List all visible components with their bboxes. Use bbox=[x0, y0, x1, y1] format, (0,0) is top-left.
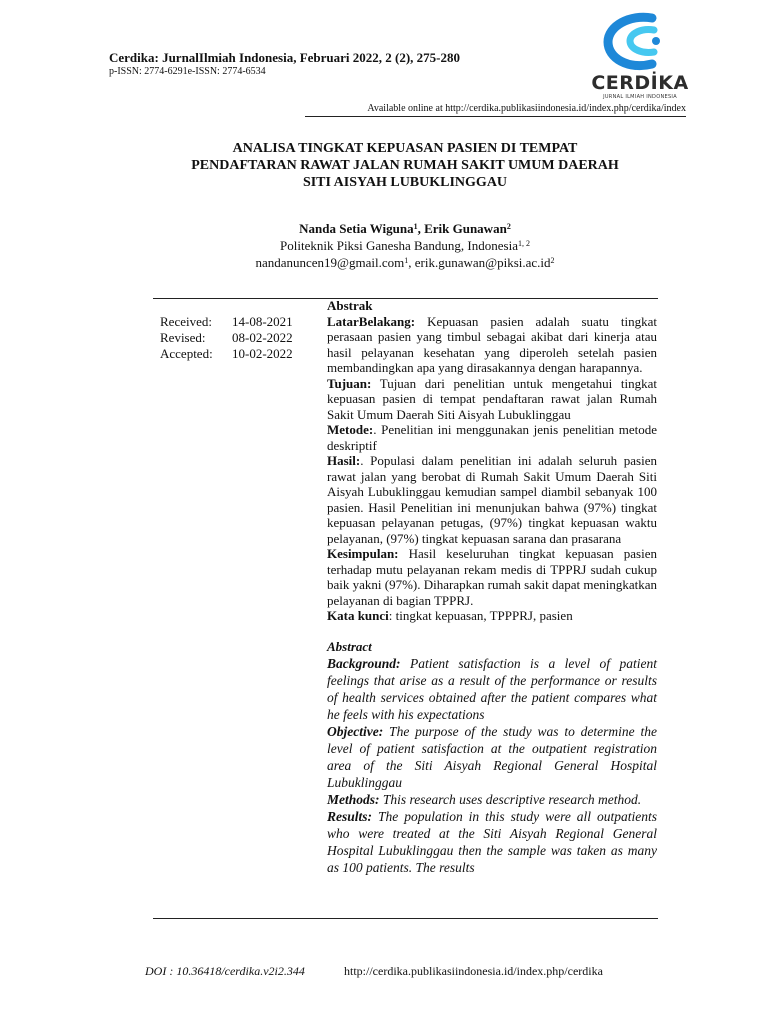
logo-wordmark: CERDİKA bbox=[591, 72, 689, 94]
available-online-link[interactable]: Available online at http://cerdika.publikasiindonesia.id/index.php/cerdika/index bbox=[367, 103, 686, 114]
latar-text: Kepuasan pasien adalah suatu tingkat perasaan pasien yang timbul sebagai akibat dari kinerja atau hasil pelayanan kesehatan yang diperoleh setelah pasien membandingkan apa yang dirasakannya dengan harapannya. bbox=[327, 313, 657, 375]
abstrak-kata-kunci bbox=[327, 608, 657, 624]
author-emails bbox=[100, 255, 710, 271]
header-divider bbox=[305, 116, 686, 117]
email-separator: , bbox=[408, 255, 415, 270]
paper-title bbox=[100, 140, 710, 191]
kata-kunci-label: Kata kunci bbox=[327, 608, 389, 623]
title-line-1: ANALISA TINGKAT KEPUASAN PASIEN DI TEMPAT bbox=[232, 141, 578, 156]
received-date: 14-08-2021 bbox=[232, 314, 293, 329]
accepted-date: 10-02-2022 bbox=[232, 346, 293, 361]
cerdika-logo-icon bbox=[590, 10, 690, 72]
latar-label: LatarBelakang: bbox=[327, 313, 416, 329]
logo-subtitle: JURNAL ILMIAH INDONESIA bbox=[603, 94, 677, 100]
abstrak-tujuan bbox=[327, 376, 657, 423]
email-2[interactable]: erik.gunawan@piksi.ac.id bbox=[414, 255, 551, 270]
kesimpulan-text: Hasil keseluruhan tingkat kepuasan pasien terhadap mutu pelayanan rekam medis di TPPRJ sudah cukup baik yakni (97%). Diharapkan rumah sakit dapat meningkatkan pelayanan di bagian TPPRJ. bbox=[327, 546, 657, 608]
results-label: Results: bbox=[327, 808, 373, 824]
author-list bbox=[100, 221, 710, 237]
kesimpulan-label: Kesimpulan: bbox=[327, 546, 399, 561]
abstract-background bbox=[327, 655, 657, 723]
affiliation-sup: 1, 2 bbox=[517, 239, 530, 248]
title-line-3: SITI AISYAH LUBUKLINGGAU bbox=[302, 175, 508, 190]
tujuan-text: Tujuan dari penelitian untuk mengetahui tingkat kepuasan pasien di tempat pendaftaran rawat jalan Rumah Sakit Umum Daerah Siti Aisyah Lubuklinggau bbox=[327, 375, 657, 422]
affiliation bbox=[100, 238, 710, 254]
objective-label: Objective: bbox=[327, 723, 384, 739]
background-text: Patient satisfaction is a level of patient feelings that arise as a result of the performance or results of health services obtained after the patient compares what he feels with his expectations bbox=[327, 655, 657, 722]
results-text: The population in this study were all outpatients who were treated at the Siti Aisyah Regional General Hospital Lubuklinggau then the sample was taken as many as 100 patients. The results bbox=[327, 808, 657, 875]
tujuan-label: Tujuan: bbox=[327, 375, 372, 391]
methods-label: Methods: bbox=[327, 791, 380, 807]
accepted-label: Accepted: bbox=[160, 346, 213, 361]
abstrak-kesimpulan bbox=[327, 546, 657, 608]
revised-label: Revised: bbox=[160, 330, 206, 345]
author-2: Erik Gunawan bbox=[424, 221, 507, 236]
journal-url-link[interactable]: http://cerdika.publikasiindonesia.id/index.php/cerdika bbox=[344, 964, 603, 978]
metode-label: Metode: bbox=[327, 422, 374, 437]
email-2-sup: 2 bbox=[550, 256, 555, 265]
kata-kunci-text: : tingkat kepuasan, TPPPRJ, pasien bbox=[388, 608, 573, 623]
received-label: Received: bbox=[160, 314, 212, 329]
email-1-sup: 1 bbox=[404, 256, 409, 265]
abstract-results bbox=[327, 808, 657, 876]
hasil-label: Hasil: bbox=[327, 453, 361, 468]
abstrak-metode bbox=[327, 422, 657, 453]
hasil-text: . Populasi dalam penelitian ini adalah seluruh pasien rawat jalan yang berobat di Rumah Sakit Umum Daerah Siti Aisyah Lubuklinggau kemudian sampel diambil sebanyak 100 pasien. Hasil Penelitian ini menunjukan bahwa (97%) tingkat kepuasan pelayanan petugas, (97%) tingkat kepuasan waktu pelayanan, (97%) tingkat kepuasan sarana dan prasarana bbox=[327, 453, 657, 546]
abstrak-hasil bbox=[327, 453, 657, 546]
metode-text: . Penelitian ini menggunakan jenis penelitian metode deskriptif bbox=[327, 422, 657, 453]
methods-text: This research uses descriptive research method. bbox=[379, 791, 642, 807]
author-1: Nanda Setia Wiguna bbox=[299, 221, 414, 236]
abstract-column bbox=[327, 298, 657, 876]
author-2-sup: 2 bbox=[506, 222, 511, 231]
doi-link[interactable]: DOI : 10.36418/cerdika.v2i2.344 bbox=[145, 964, 305, 978]
revised-date: 08-02-2022 bbox=[232, 330, 293, 345]
author-separator: , bbox=[417, 221, 425, 236]
abstrak-latar bbox=[327, 314, 657, 376]
title-line-2: PENDAFTARAN RAWAT JALAN RUMAH SAKIT UMUM DAERAH bbox=[191, 158, 619, 173]
author-1-sup: 1 bbox=[413, 222, 418, 231]
abstract-methods bbox=[327, 791, 657, 808]
issn-line: p-ISSN: 2774-6291e-ISSN: 2774-6534 bbox=[109, 66, 266, 77]
affiliation-text: Politeknik Piksi Ganesha Bandung, Indonesia bbox=[280, 238, 518, 253]
background-label: Background: bbox=[327, 655, 401, 671]
journal-citation: Cerdika: JurnalIlmiah Indonesia, Februari 2022, 2 (2), 275-280 bbox=[109, 50, 461, 65]
abstract-heading: Abstract bbox=[327, 638, 372, 654]
article-dates bbox=[160, 314, 293, 362]
abstract-objective bbox=[327, 723, 657, 791]
abstrak-heading: Abstrak bbox=[327, 298, 373, 313]
abstract-bottom-rule bbox=[153, 918, 658, 919]
objective-text: The purpose of the study was to determine the level of patient satisfaction at the outpatient registration area of the Siti Aisyah Regional General Hospital Lubuklinggau bbox=[327, 723, 657, 790]
journal-logo bbox=[590, 10, 690, 102]
email-1[interactable]: nandanuncen19@gmail.com bbox=[255, 255, 405, 270]
